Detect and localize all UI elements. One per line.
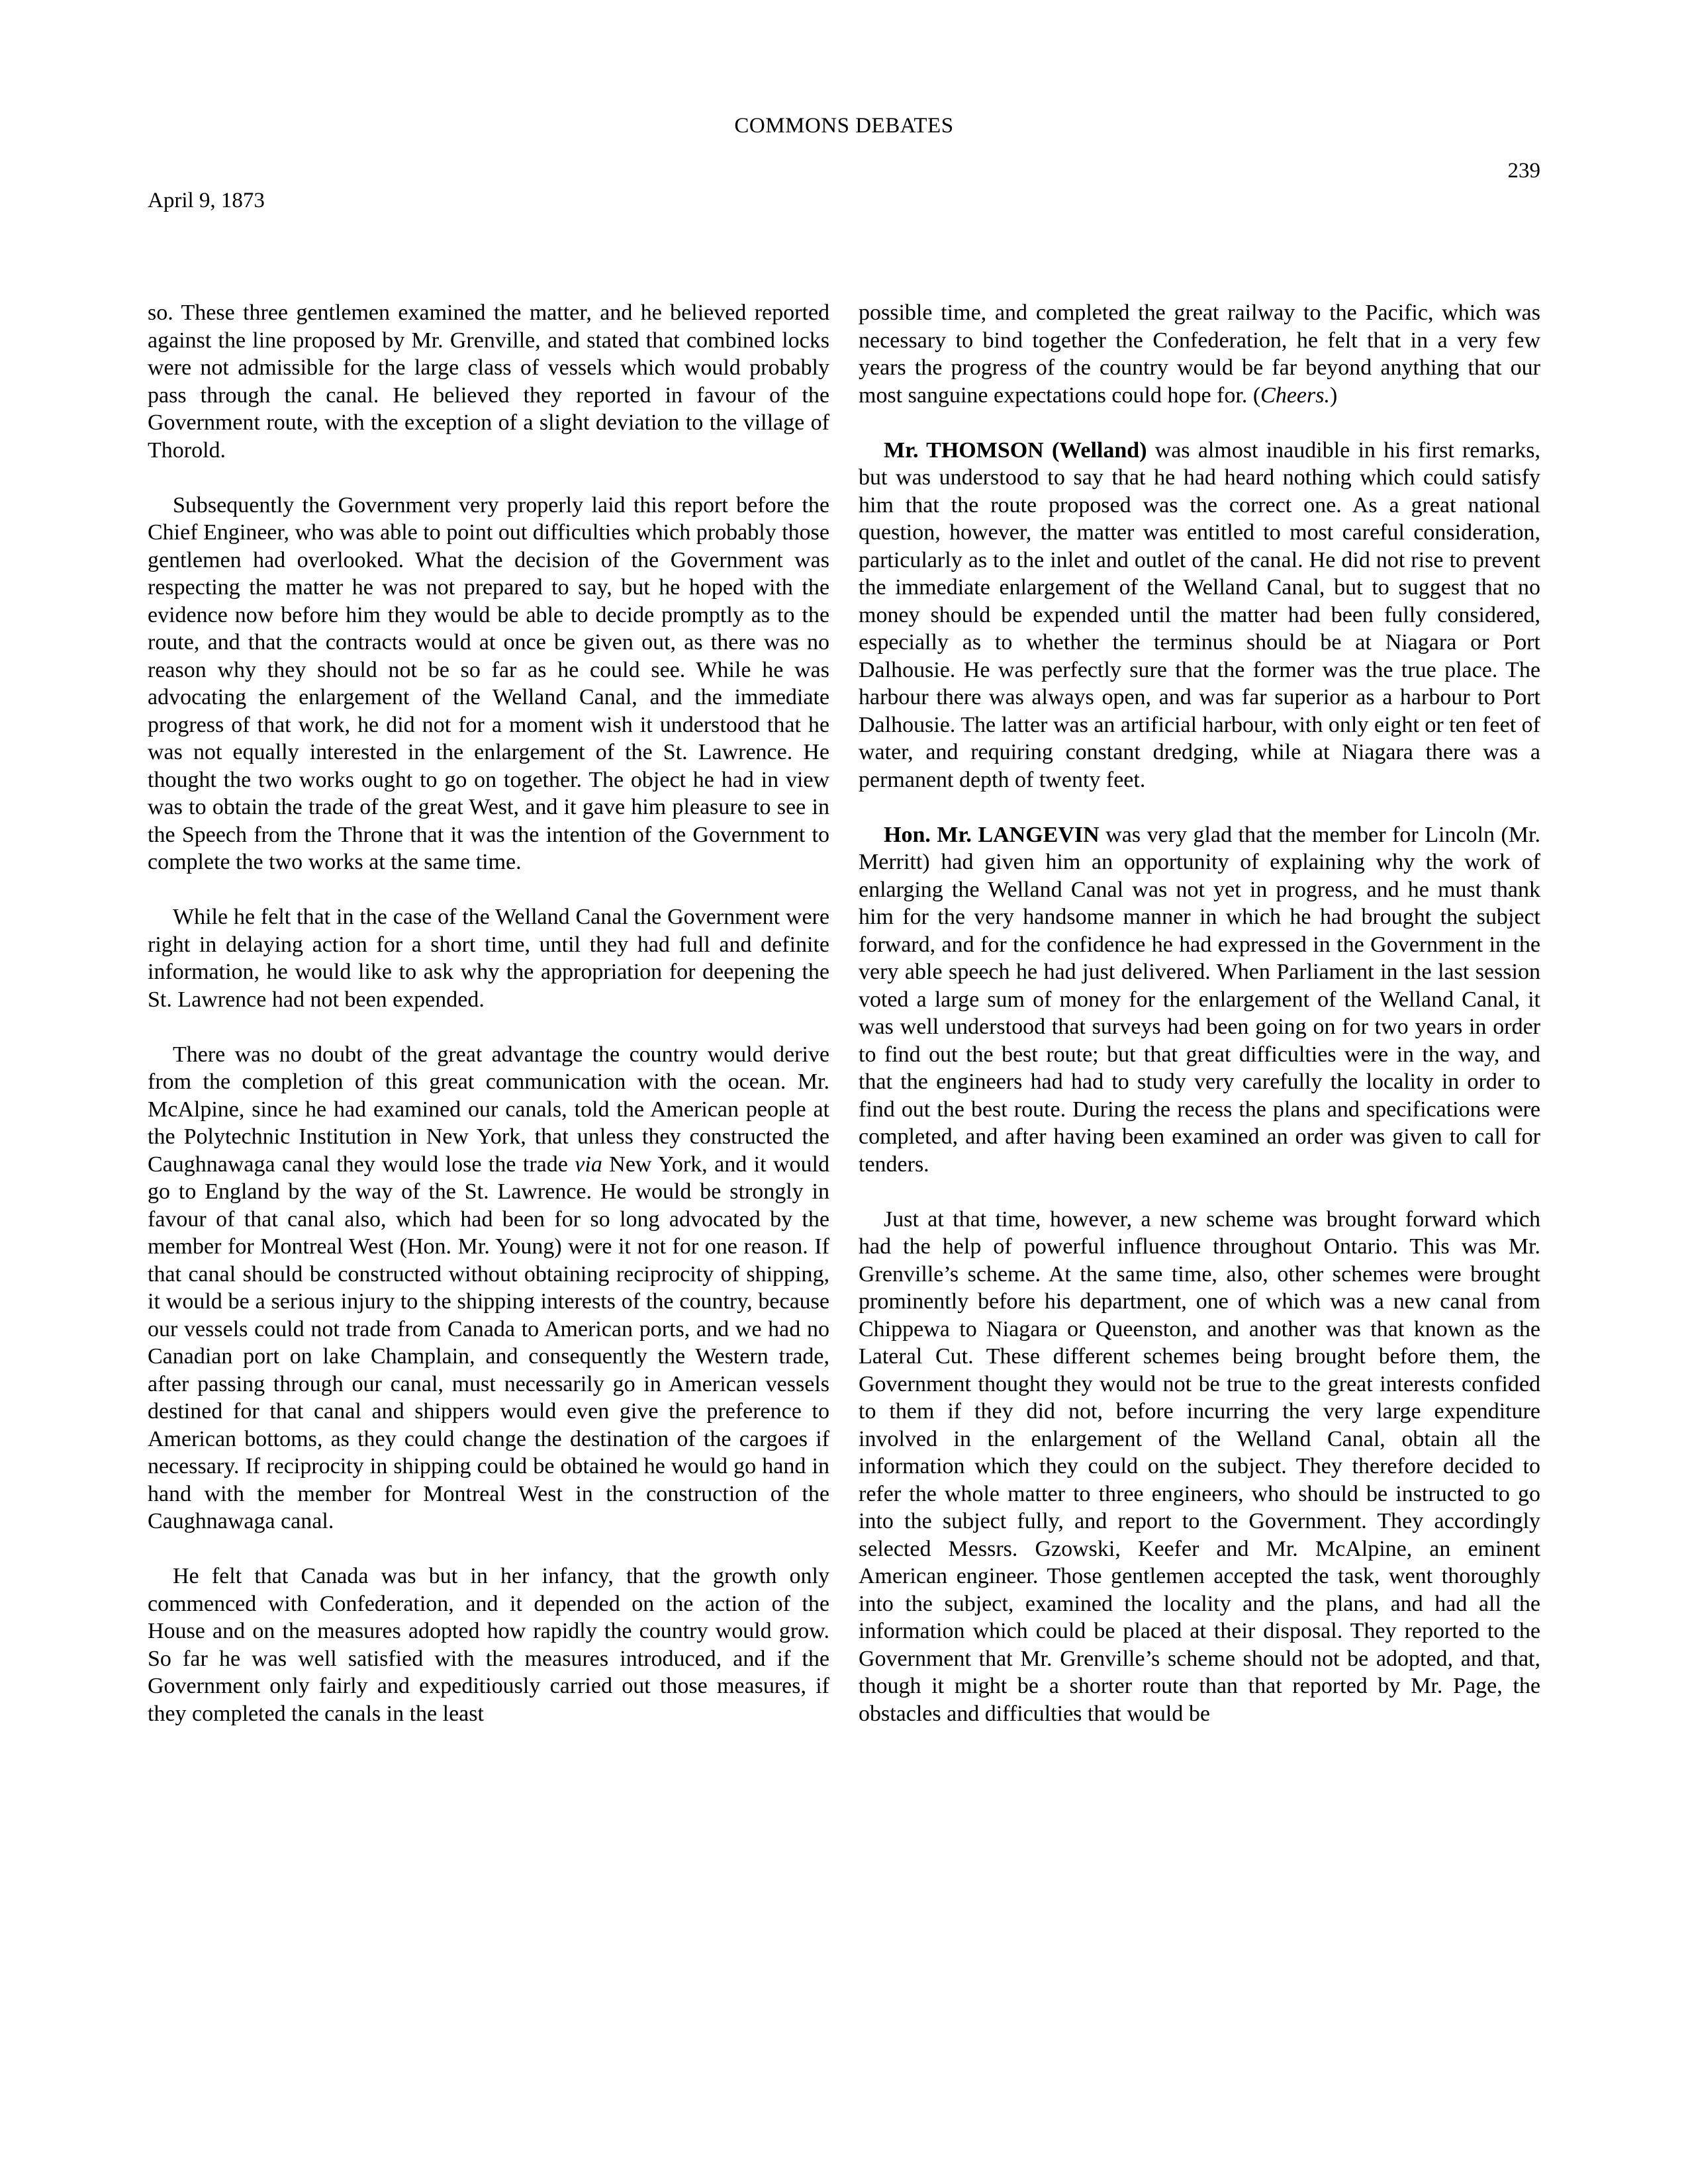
paragraph-text: New York, and it would go to England by the way of the St. Lawrence. He would be strongly in favour of that canal also, which had been for so long advocated by the member for Montreal West (Hon. Mr. Young) were it not for one reason. If that canal should be constructed without obtaining reciprocity of shipping, it would be a serious injury to the shipping interests of the country, because our vessels could not trade from Canada to American ports, and we had no Canadian port on lake Champlain, and consequently the Western trade, after passing through our canal, must necessarily go in American vessels destined for that canal and shippers would even give the preference to American bottoms, as they could change the destination of the cargoes if necessary. If reciprocity in shipping could be obtained he would go hand in hand with the member for Montreal West in the construction of the Caughnawaga canal. xyxy=(148,1152,829,1533)
paragraph xyxy=(859,437,1540,794)
paragraph xyxy=(148,1041,829,1535)
paragraph: Just at that time, however, a new scheme was brought forward which had the help of powerful influence throughout Ontario. This was Mr. Grenville’s scheme. At the same time, also, other schemes were brought prominently before his department, one of which was a new canal from Chippewa to Niagara or Queenston, and another was that known as the Lateral Cut. These different schemes being brought before them, the Government thought they would not be true to the great interests confided to them if they did not, before incurring the very large expenditure involved in the enlargement of the Welland Canal, obtain all the information which they could on the subject. They therefore decided to refer the whole matter to three engineers, who should be instructed to go into the subject fully, and report to the Government. They accordingly selected Messrs. Gzowski, Keefer and Mr. McAlpine, an eminent American engineer. Those gentlemen accepted the task, went thoroughly into the subject, examined the locality and the plans, and had all the information which could be placed at their disposal. They reported to the Government that Mr. Grenville’s scheme should not be adopted, and that, though it might be a shorter route than that reported by Mr. Page, the obstacles and difficulties that would be xyxy=(859,1206,1540,1726)
right-column xyxy=(859,299,1540,1755)
page-number: 239 xyxy=(1507,159,1540,183)
paragraph: so. These three gentlemen examined the matter, and he believed reported against the line proposed by Mr. Grenville, and stated that combined locks were not admissible for the large class of vessels which would probably pass through the canal. He believed they reported in favour of the Government route, with the exception of a slight deviation to the village of Thorold. xyxy=(148,300,829,463)
italic-via: via xyxy=(575,1152,602,1177)
paragraph xyxy=(859,821,1540,1179)
paragraph: Subsequently the Government very properly laid this report before the Chief Engineer, who was able to point out difficulties which probably those gentlemen had overlooked. What the decision of the Government was respecting the matter he was not prepared to say, but he hoped with the evidence now before him they would be able to decide promptly as to the route, and that the contracts would at once be given out, as there was no reason why they should not be so far as he could see. While he was advocating the enlargement of the Welland Canal, and the immediate progress of that work, he did not for a moment wish it understood that he was not equally interested in the enlargement of the St. Lawrence. He thought the two works ought to go on together. The object he had in view was to obtain the trade of the great West, and it gave him pleasure to see in the Speech from the Throne that it was the intention of the Government to complete the two works at the same time. xyxy=(148,492,829,874)
running-title: COMMONS DEBATES xyxy=(734,114,954,138)
date-line: April 9, 1873 xyxy=(148,189,265,212)
paragraph-text: possible time, and completed the great railway to the Pacific, which was necessary to bind together the Confederation, he felt that in a very few years the progress of the country would be far beyond anything that our most sanguine expectations could hope for. ( xyxy=(859,300,1540,408)
paragraph-text: was very glad that the member for Lincoln (Mr. Merritt) had given him an opportunity of explaining why the work of enlarging the Welland Canal was not yet in progress, and he must thank him for the very handsome manner in which he had brought the subject forward, and for the confidence he had expressed in the Government in the very able speech he had just delivered. When Parliament in the last session voted a large sum of money for the enlargement of the Welland Canal, it was well understood that surveys had been going on for two years in order to find out the best route; but that great difficulties were in the way, and that the engineers had had to study very carefully the locality in order to find out the best route. During the recess the plans and specifications were completed, and after having been examined an order was given to call for tenders. xyxy=(859,822,1540,1177)
left-column xyxy=(148,299,829,1755)
paragraph xyxy=(859,299,1540,409)
paragraph-text: ) xyxy=(1329,383,1338,408)
cheers-note: Cheers. xyxy=(1260,383,1330,408)
paragraph-text: There was no doubt of the great advantage the country would derive from the completion of this great communication with the ocean. Mr. McAlpine, since he had examined our canals, told the American people at the Polytechnic Institution in New York, that unless they constructed the Caughnawaga canal they would lose the trade xyxy=(148,1042,829,1177)
paragraph-text: was almost inaudible in his first remarks, but was understood to say that he had heard nothing which could satisfy him that the route proposed was the correct one. As a great national question, however, the matter was entitled to most careful consideration, particularly as to the inlet and outlet of the canal. He did not rise to prevent the immediate enlargement of the Welland Canal, but to suggest that no money should be expended until the matter had been fully considered, especially as to whether the terminus should be at Niagara or Port Dalhousie. He was perfectly sure that the former was the true place. The harbour there was always open, and was far superior as a harbour to Port Dalhousie. The latter was an artificial harbour, with only eight or ten feet of water, and requiring constant dredging, while at Niagara there was a permanent depth of twenty feet. xyxy=(859,437,1540,792)
paragraph: While he felt that in the case of the Welland Canal the Government were right in delaying action for a short time, until they had full and definite information, he would like to ask why the appropriation for deepening the St. Lawrence had not been expended. xyxy=(148,905,829,1012)
speaker-name: Mr. THOMSON (Welland) xyxy=(884,437,1147,463)
speaker-name: Hon. Mr. LANGEVIN xyxy=(884,822,1100,847)
paragraph: He felt that Canada was but in her infancy, that the growth only commenced with Confederation, and it depended on the action of the House and on the measures adopted how rapidly the country would grow. So far he was well satisfied with the measures introduced, and if the Government only fairly and expeditiously carried out those measures, if they completed the canals in the least xyxy=(148,1564,829,1726)
